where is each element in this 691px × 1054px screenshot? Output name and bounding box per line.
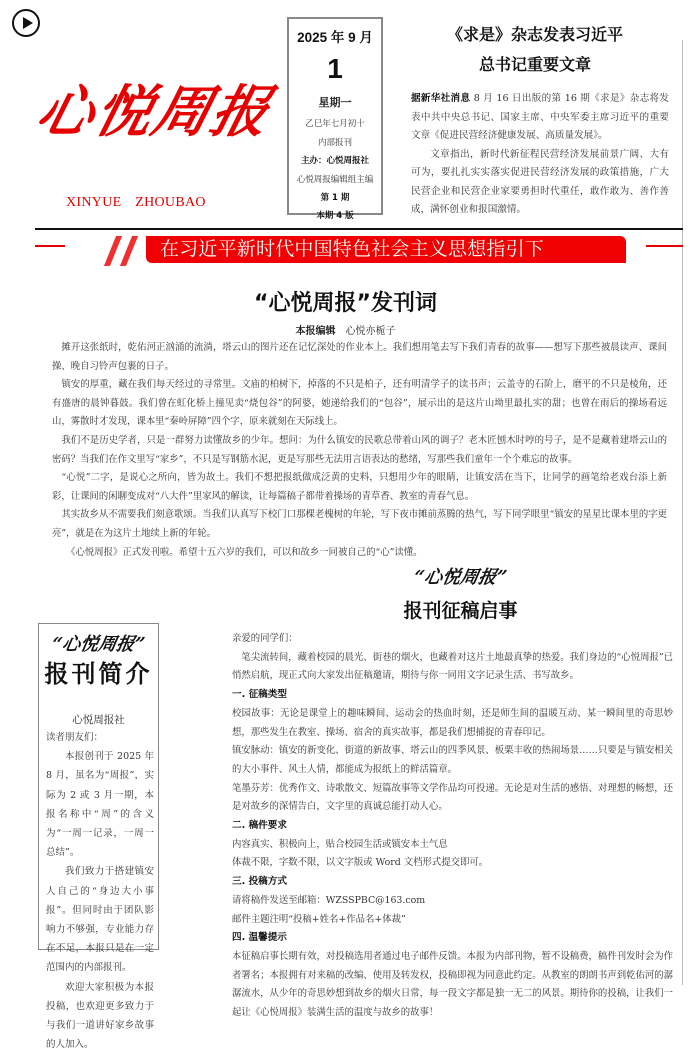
intro-paragraph: 欢迎大家积极为本报投稿，也欢迎更多致力于与我们一道讲好家乡故事的人加入。 xyxy=(46,981,154,1051)
cfp-email-line: 请将稿件发送至邮箱：WZSSPBC@163.com xyxy=(232,894,426,906)
issue-year-month: 2025 年 9 月 xyxy=(297,30,373,45)
cfp-section-heading: 二. 稿件要求 xyxy=(232,820,287,832)
banner-slash-decoration xyxy=(104,236,122,266)
banner-slash-decoration xyxy=(120,236,138,266)
issue-info-box xyxy=(287,17,383,221)
cfp-section-heading: 四. 温馨提示 xyxy=(232,932,287,944)
editorial-paragraph: “心悦”二字，是说心之所向，皆为故土。我们不想把报纸做成泛黄的史料，只想用少年的眼睛，让镇安活在当下，让同学的画笔给老戏台添上新彩，让课间的闲聊变成对“八大件”里家风的解读，让每篇稿子都带着操场的青草香、教室的青春气息。 xyxy=(52,472,667,502)
masthead-logo: 心悦周报 xyxy=(29,79,279,145)
intro-paragraph: 本报创刊于 2025 年 8 月，虽名为“周报”，实际为 2 或 3 月一期，本报名称中“周”的含义为“一周一记录，一周一总结”。 xyxy=(46,751,154,859)
cfp-section-heading: 一. 征稿类型 xyxy=(232,689,287,701)
cfp-line: 校园故事：无论是课堂上的趣味瞬间、运动会的热血时刻，还是师生间的温暖互动、某一瞬间里的奇思妙想，那些发生在教室、操场、宿舍的真实故事，都是我们想捕捉的青春印记。 xyxy=(232,707,673,738)
cfp-line: 邮件主题注明“投稿+姓名+作品名+体裁” xyxy=(232,913,406,925)
editorial-paragraph: 镇安的厚重，藏在我们每天经过的寻常里。文庙的柏树下，掉落的不只是柏子，还有明清学子的读书声；云盖寺的石阶上，磨平的不只是棱角，还有盛唐的晨钟暮鼓。我们曾在虹化桥上撞见卖“烧包谷”的阿婆，她递给我们的“包谷”，展示出的是这片山坳里最扎实的甜；也曾在雨后的操场看远山，雾散时才发现，课本里“秦岭屏障”四个字，原来就刻在天际线上。 xyxy=(52,379,667,428)
editorial-paragraph: 其实故乡从不需要我们刻意歌颂。当我们认真写下校门口那棵老槐树的年轮，写下夜市摊前蒸腾的热气，写下同学眼里“镇安的星星比课本里的字更亮”，就是在为这片土地续上新的年轮。 xyxy=(52,509,667,539)
top-news-paragraph: 文章指出，新时代新征程民营经济发展前景广阔、大有可为，要扎扎实实落实促进民营经济发展的政策措施，广大民营企业和民营企业家要勇担时代重任，敢作敢为、善作善成，满怀创业和报国激情。 xyxy=(411,148,669,215)
intro-org: 心悦周报社 xyxy=(72,714,125,726)
issue-pages: 本期 4 版 xyxy=(316,211,354,221)
editorial-byline xyxy=(0,322,691,337)
editorial-paragraph: 摊开这张纸时，乾佑河正汹涌的流淌，塔云山的图片还在记忆深处的作业本上。我们想用笔去写下我们青春的故事——想写下那些被晨读声、课间操、晚自习铃声包裹的日子。 xyxy=(52,342,667,372)
top-news-lead-text: 8 月 16 日出版的第 16 期《求是》杂志将发表中共中央总书记、国家主席、中央军委主席习近平的重要文章《促进民营经济健康发展、高质量发展》。 xyxy=(411,93,669,141)
cfp-line: 体裁不限，字数不限，以文字版或 Word 文档形式提交即可。 xyxy=(232,857,489,869)
cfp-section-heading: 三. 投稿方式 xyxy=(232,876,287,888)
top-news-body xyxy=(411,90,669,220)
issue-sponsor: 主办：心悦周报社 xyxy=(300,156,369,166)
byline-author: 心悦亦栀子 xyxy=(345,326,396,337)
cfp-line: 笔墨芬芳：优秀作文、诗歌散文、短篇故事等文学作品均可投递。无论是对生活的感悟、对理想的畅想，还是对故乡的深情告白，文字里的真诚总能打动人心。 xyxy=(232,782,673,813)
cfp-salutation: 亲爱的同学们： xyxy=(232,633,298,644)
byline-label: 本报编辑 xyxy=(295,326,336,337)
intro-title: 报刊简介 xyxy=(44,659,153,688)
masthead-divider xyxy=(35,228,683,230)
editorial-body xyxy=(52,339,667,562)
right-border-line xyxy=(682,40,683,985)
cfp-body xyxy=(232,630,673,1023)
intro-paragraph: 我们致力于搭建镇安人自己的“身边大小事报”。但同时由于团队影响力不够强，专业能力存在不足，本报只是在一定范围内的内部报刊。 xyxy=(46,866,154,974)
slogan-banner-text: 在习近平新时代中国特色社会主义思想指引下 xyxy=(160,238,545,260)
issue-type: 内部报刊 xyxy=(317,138,352,148)
intro-body xyxy=(46,728,154,1054)
issue-day: 1 xyxy=(327,53,343,84)
play-button[interactable] xyxy=(12,9,40,37)
cfp-logo: “心悦周报” xyxy=(412,567,509,588)
cfp-title: 报刊征稿启事 xyxy=(403,600,518,622)
banner-right-line xyxy=(646,245,683,247)
top-news-lead-label: 据新华社消息 xyxy=(411,93,471,104)
intro-salutation: 读者朋友们： xyxy=(46,732,104,743)
editorial-paragraph: 《心悦周报》正式发刊啦。希望十五六岁的我们，可以和故乡一同被自己的“心”读懂。 xyxy=(66,546,423,558)
issue-editor: 心悦周报编辑组主编 xyxy=(296,175,374,185)
editorial-paragraph: 我们不是历史学者，只是一群努力读懂故乡的少年。想问：为什么镇安的民歌总带着山风的调子？老木匠刨木时哼的号子，是不是藏着建塔云山的密码？当我们在作文里写“家乡”，不只是写钢筋水泥，更是写那些无法用言语表达的愁绪，写那些我们童年一个个难忘的故事。 xyxy=(52,434,667,465)
top-news-headline-line2: 总书记重要文章 xyxy=(478,55,591,74)
issue-number: 第 1 期 xyxy=(320,193,350,203)
banner-left-line xyxy=(35,245,65,247)
top-news-headline-line1: 《求是》杂志发表习近平 xyxy=(446,25,623,44)
top-news-lead xyxy=(411,90,669,146)
cfp-intro: 笔尖流转间，藏着校园的晨光、街巷的烟火，也藏着对这片土地最真挚的热爱。我们身边的“心悦周报”已悄然启航，现正式向大家发出征稿邀请，期待与你一同用文字记录生活、书写故乡。 xyxy=(232,651,673,682)
masthead-pinyin: XINYUE ZHOUBAO xyxy=(66,195,206,210)
editorial-title: “心悦周报”发刊词 xyxy=(254,291,437,316)
cfp-line: 镇安脉动：镇安的新变化、街道的新故事、塔云山的四季风景、板栗丰收的热闹场景……只要是与镇安相关的大小事件、风土人情，都能成为报纸上的鲜活篇章。 xyxy=(232,745,673,775)
cfp-line: 本征稿启事长期有效，对投稿选用者通过电子邮件反馈。本报为内部刊物，暂不设稿费，稿件刊发时会为作者署名；本报拥有对来稿的改编、使用及转发权，投稿即视为同意此约定。从教室的朗朗书声到乾佑河的潺潺流水，从少年的奇思妙想到故乡的烟火日常，每一段文字都是独一无二的风景。期待你的投稿，让我们一起让《心悦周报》装满生活的温度与故乡的故事！ xyxy=(232,950,673,1019)
issue-weekday: 星期一 xyxy=(318,96,352,109)
top-news-headline xyxy=(400,20,670,80)
issue-lunar-date: 乙巳年七月初十 xyxy=(305,119,365,129)
cfp-line: 内容真实、积极向上，贴合校园生活或镇安本土气息 xyxy=(232,838,448,850)
intro-logo: “心悦周报” xyxy=(50,634,147,655)
